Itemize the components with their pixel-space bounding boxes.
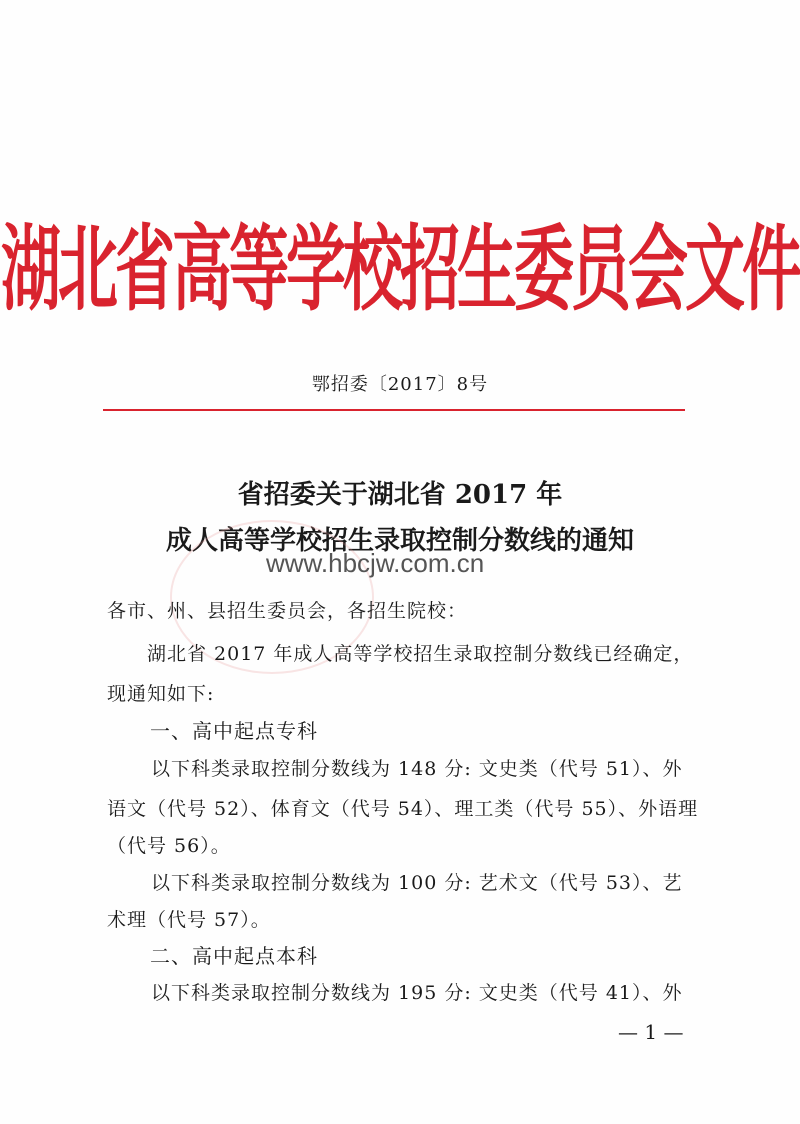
website-watermark: www.hbcjw.com.cn [266,548,485,578]
page-number: — 1 — [618,1020,684,1044]
section-2-heading: 二、高中起点本科 [150,944,318,968]
section-1-heading: 一、高中起点专科 [150,719,318,743]
section-1-paragraph-1-line-3: （代号 56）。 [107,835,231,857]
section-2-paragraph-1-line-1: 以下科类录取控制分数线为 195 分: 文史类（代号 41）、外 [151,982,683,1004]
section-1-paragraph-2-line-2: 术理（代号 57）。 [107,909,271,931]
notice-title-line-1: 省招委关于湖北省 2017 年 [237,480,563,510]
section-1-paragraph-1-line-2: 语文（代号 52）、体育文（代号 54）、理工类（代号 55）、外语理 [107,798,699,820]
salutation: 各市、州、县招生委员会，各招生院校： [107,600,468,622]
section-1-paragraph-1-line-1: 以下科类录取控制分数线为 148 分: 文史类（代号 51）、外 [151,758,683,780]
document-header-title: 湖北省高等学校招生委员会文件 [1,216,799,325]
intro-line-1: 湖北省 2017 年成人高等学校招生录取控制分数线已经确定， [147,643,694,665]
section-1-paragraph-2-line-1: 以下科类录取控制分数线为 100 分: 艺术文（代号 53）、艺 [151,872,683,894]
red-divider-line [103,409,685,411]
notice-title-line-2: 成人高等学校招生录取控制分数线的通知 [165,526,634,556]
document-number: 鄂招委〔2017〕8号 [311,374,489,395]
intro-line-2: 现通知如下: [107,683,215,705]
